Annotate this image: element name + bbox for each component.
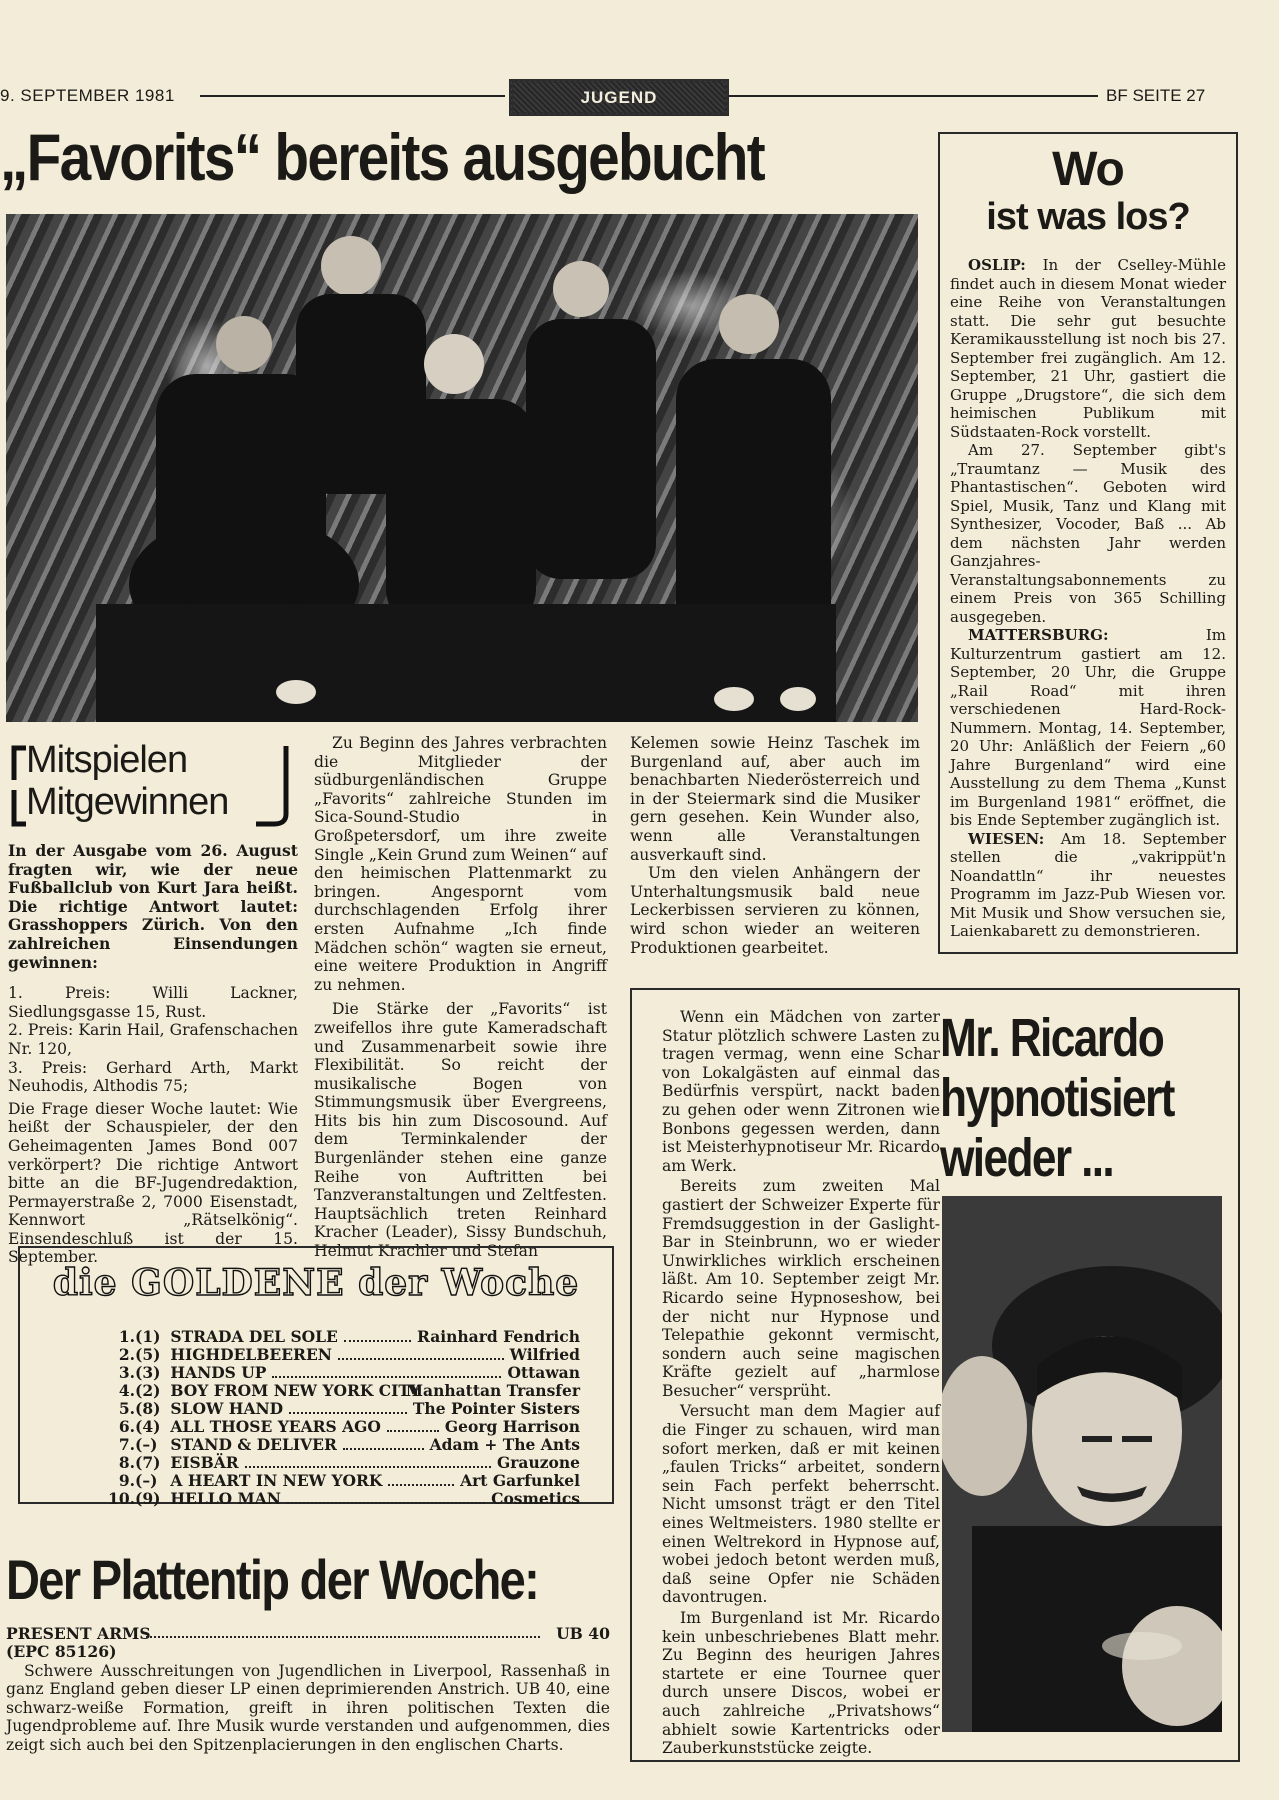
chart-rank: 9. bbox=[118, 1471, 135, 1490]
chart-prev-rank: (1) bbox=[135, 1327, 161, 1346]
chart-dots bbox=[289, 1412, 407, 1414]
chart-rank: 7. bbox=[118, 1435, 135, 1454]
page-number: BF SEITE 27 bbox=[1106, 86, 1206, 105]
chart-artist: Manhattan Transfer bbox=[405, 1381, 580, 1400]
chart-artist: Ottawan bbox=[507, 1363, 580, 1382]
contest-title-1: Mitspielen bbox=[26, 739, 188, 781]
events-title-1: Wo bbox=[1052, 143, 1124, 196]
main-headline: „Favorits“ bereits ausgebucht bbox=[0, 120, 764, 194]
event-body: Im Kulturzentrum gastiert am 12. September, 20 Uhr, die Gruppe „Rail Road“ mit ihren verschiedenen Hard-Rock-Nummern. Montag, 14. September, 20 Uhr: Anläßlich der Feiern „60 Jahre Burgenland“ wird eine Ausstellung zu dem Thema „Kunst im Burgenland 1981“ eröffnet, die bis Ende September zugänglich ist. bbox=[950, 626, 1226, 829]
chart-prev-rank: (8) bbox=[135, 1399, 161, 1418]
chart-prev-rank: (9) bbox=[135, 1489, 161, 1508]
chart-rank: 4. bbox=[118, 1381, 135, 1400]
plattentip-block bbox=[6, 1624, 610, 1755]
event-oslip bbox=[950, 256, 1226, 441]
chart-dots bbox=[245, 1466, 491, 1468]
chart-dots bbox=[388, 1484, 454, 1486]
event-body: Am 27. September gibt's „Traumtanz — Musik des Phantastischen“. Geboten wird Spiel, Musik, Tanz und Klang mit Synthesizer, Vocoder, Baß ... Ab dem nächsten Jahr werden Ganzjahres-Veranstaltungsabonnements zu einem Preis von 365 Schilling ausgegeben. bbox=[950, 441, 1226, 626]
chart-prev-rank: (–) bbox=[135, 1435, 158, 1454]
chart-song-title: ALL THOSE YEARS AGO bbox=[165, 1417, 381, 1436]
plattentip-text: Schwere Ausschreitungen von Jugendlichen in Liverpool, Rassenhaß in ganz England geben dieser LP einen deprimierenden Anstrich. UB 40, eine schwarz-weiße Formation, greift in ihren politischen Texten die Jugendprobleme auf. Ihre Musik wurde verstanden und aufgenommen, dies zeigt sich auch bei den Spitzenplacierungen in den englischen Charts. bbox=[6, 1661, 610, 1754]
chart-entry bbox=[80, 1328, 580, 1346]
chart-entry bbox=[80, 1364, 580, 1382]
article-para-4: Um den vielen Anhängern der Unterhaltungsmusik bald neue Leckerbissen servieren zu können, wird schon wieder an weiteren Produktionen gearbeitet. bbox=[630, 864, 920, 957]
chart-dots bbox=[343, 1448, 424, 1450]
chart-song-title: STRADA DEL SOLE bbox=[165, 1327, 338, 1346]
chart-song-title: EISBÄR bbox=[165, 1453, 239, 1472]
article-para-3: Kelemen sowie Heinz Taschek im Burgenland auf, aber auch im benachbarten Niederösterreich und in der Steiermark sind die Musiker gern gesehen. Kein Wunder also, wenn alle Veranstaltungen ausverkauft sind. bbox=[630, 734, 920, 864]
events-box bbox=[938, 132, 1238, 954]
article-column-2 bbox=[314, 734, 607, 1261]
ricardo-headline-3: wieder ... bbox=[940, 1128, 1114, 1188]
events-text bbox=[950, 256, 1226, 941]
plattentip-album: PRESENT ARMS bbox=[6, 1624, 151, 1643]
chart-entry bbox=[80, 1454, 580, 1472]
event-body: Am 18. September stellen die „vakrippüt'n Noandattln“ ihr neuestes Programm im Jazz-Pub Wiesen vor. Mit Musik und Show versuchen sie, Laienkabarett zu demonstrieren. bbox=[950, 829, 1226, 940]
chart-rank: 10. bbox=[108, 1489, 135, 1508]
chart-song-title: SLOW HAND bbox=[165, 1399, 284, 1418]
chart-entry bbox=[80, 1436, 580, 1454]
chart-rank: 1. bbox=[118, 1327, 135, 1346]
contest-title-2: Mitgewinnen bbox=[26, 781, 229, 823]
chart-song-title: BOY FROM NEW YORK CITY bbox=[165, 1381, 421, 1400]
event-place: MATTERSBURG: bbox=[968, 626, 1109, 644]
ricardo-photo bbox=[942, 1196, 1222, 1732]
chart-song-title: HANDS UP bbox=[165, 1363, 267, 1382]
plattentip-headline: Der Plattentip der Woche: bbox=[6, 1548, 539, 1611]
header-rule-left bbox=[200, 95, 505, 97]
chart-prev-rank: (7) bbox=[135, 1453, 161, 1472]
ricardo-headline-1: Mr. Ricardo bbox=[940, 1008, 1164, 1068]
plattentip-dots bbox=[146, 1636, 540, 1638]
chart-prev-rank: (–) bbox=[135, 1471, 158, 1490]
chart-prev-rank: (2) bbox=[135, 1381, 161, 1400]
chart-rank: 5. bbox=[118, 1399, 135, 1418]
chart-song-title: HELLO MAN bbox=[165, 1489, 281, 1508]
plattentip-label: (EPC 85126) bbox=[6, 1642, 117, 1661]
event-mattersburg bbox=[950, 626, 1226, 830]
section-label: JUGEND bbox=[510, 80, 728, 115]
contest-prize-1: 1. Preis: Willi Lackner, Siedlungsgasse 15, Rust. bbox=[8, 984, 298, 1021]
contest-logo bbox=[8, 740, 298, 832]
chart-artist: Georg Harrison bbox=[444, 1417, 580, 1436]
chart-entry bbox=[80, 1472, 580, 1490]
chart-song-title: A HEART IN NEW YORK bbox=[165, 1471, 383, 1490]
events-title-2: ist was los? bbox=[986, 196, 1190, 238]
ricardo-box bbox=[630, 988, 1240, 1762]
chart-song-title: STAND & DELIVER bbox=[165, 1435, 337, 1454]
contest-column bbox=[8, 842, 298, 1267]
article-column-3 bbox=[630, 734, 920, 957]
chart-rank: 8. bbox=[118, 1453, 135, 1472]
chart-artist: The Pointer Sisters bbox=[412, 1399, 580, 1418]
chart-dots bbox=[338, 1358, 504, 1360]
chart-artist: Cosmetics bbox=[491, 1489, 580, 1508]
chart-entry bbox=[80, 1418, 580, 1436]
chart-dots bbox=[387, 1430, 439, 1432]
event-traumtanz bbox=[950, 441, 1226, 626]
chart-artist: Wilfried bbox=[509, 1345, 580, 1364]
chart-title: die GOLDENE der Woche bbox=[52, 1262, 580, 1304]
chart-prev-rank: (4) bbox=[135, 1417, 161, 1436]
issue-date: 9. SEPTEMBER 1981 bbox=[0, 86, 175, 105]
chart-dots bbox=[272, 1376, 501, 1378]
chart-entry bbox=[80, 1382, 580, 1400]
ricardo-para-2: Bereits zum zweiten Mal gastiert der Schweizer Experte für Fremdsuggestion in der Gaslight-Bar in Steinbrunn, wo er wieder Unwirkliches wirklich erscheinen läßt. Am 10. September zeigt Mr. Ricardo seine Hypnoseshow, bei der nicht nur Hypnose und Telepathie gekonnt vermischt, sondern auch seine magischen Kräfte gezielt auf „harmlose Besucher“ versprüht. bbox=[662, 1177, 940, 1400]
ricardo-portrait bbox=[942, 1196, 1222, 1732]
article-para-1: Zu Beginn des Jahres verbrachten die Mitglieder der südburgenländischen Gruppe „Favorits“ zahlreiche Stunden im Sica-Sound-Studio in Großpetersdorf, um ihre zweite Single „Kein Grund zum Weinen“ auf den heimischen Plattenmarkt zu bringen. Angespornt vom durchschlagenden Erfolg ihrer ersten Aufnahme „Ich finde Mädchen schön“ wagten sie erneut, eine weitere Produktion in Angriff zu nehmen. bbox=[314, 734, 607, 994]
band-photo-figures bbox=[6, 214, 918, 722]
ricardo-para-3: Versucht man dem Magier auf die Finger zu schauen, wird man sofort merken, daß er mit keinen „faulen Tricks“ arbeitet, sondern sein Fach perfekt beherrscht. Nicht umsonst trägt er den Titel eines Weltmeisters. 1980 stellte er einen Weltrekord in Hypnose auf, wobei jedoch betont werden muß, daß seine Opfer nie Schäden davontrugen. bbox=[662, 1402, 940, 1607]
chart-prev-rank: (3) bbox=[135, 1363, 161, 1382]
chart-entry bbox=[80, 1346, 580, 1364]
chart-rank: 3. bbox=[118, 1363, 135, 1382]
ricardo-para-4: Im Burgenland ist Mr. Ricardo kein unbeschriebenes Blatt mehr. Zu Beginn des heurigen Jahres startete er eine Tournee quer durch unsere Discos, wobei er auch zahlreiche „Privatshows“ abhielt sowie Kartentricks oder Zauberkunststücke zeigte. bbox=[662, 1609, 940, 1758]
chart-artist: Adam + The Ants bbox=[429, 1435, 580, 1454]
article-para-2: Die Stärke der „Favorits“ ist zweifellos ihre gute Kameradschaft und Zusammenarbeit sowie ihre Flexibilität. So reicht der musikalische Bogen von Stimmungsmusik über Evergreens, Hits bis hin zum Discosound. Auf dem Terminkalender der Burgenländer stehen eine ganze Reihe von Auftritten bei Tanzveranstaltungen und Zeltfesten. Hauptsächlich treten Reinhard Kracher (Leader), Sissy Bundschuh, Helmut Krachler und Stefan bbox=[314, 1000, 607, 1261]
event-place: OSLIP: bbox=[968, 256, 1026, 274]
chart-artist: Rainhard Fendrich bbox=[416, 1327, 580, 1346]
plattentip-entry bbox=[6, 1624, 610, 1643]
chart-dots bbox=[344, 1340, 411, 1342]
chart-song-title: HIGHDELBEEREN bbox=[165, 1345, 332, 1364]
chart-artist: Grauzone bbox=[497, 1453, 580, 1472]
chart-box bbox=[18, 1246, 614, 1508]
chart-entry bbox=[80, 1400, 580, 1418]
ricardo-text bbox=[662, 1008, 940, 1758]
header-rule-right bbox=[728, 95, 1098, 97]
chart-artist: Art Garfunkel bbox=[460, 1471, 580, 1490]
band-photo bbox=[6, 214, 918, 722]
ricardo-para-1: Wenn ein Mädchen von zarter Statur plötzlich schwere Lasten zu tragen vermag, wenn eine Schar von Lokalgästen auf einmal das Bedürfnis verspürt, nackt baden zu gehen oder wenn Zitronen wie Bonbons gegessen werden, dann ist Meisterhypnotiseur Mr. Ricardo am Werk. bbox=[662, 1008, 940, 1175]
contest-question: Die Frage dieser Woche lautet: Wie heißt der Schauspieler, der den Geheimagenten James Bond 007 verkörpert? Die richtige Antwort bitte an die BF-Jugendredaktion, Permayerstraße 2, 7000 Eisenstadt, Kennwort „Rätselkönig“. Einsendeschluß ist der 15. September. bbox=[8, 1099, 298, 1267]
event-body: In der Cselley-Mühle findet auch in diesem Monat wieder eine Reihe von Veranstaltungen statt. Die sehr gut besuchte Keramikausstellung ist noch bis 27. September frei zugänglich. Am 12. September, 21 Uhr, gastiert die Gruppe „Drugstore“, die sich dem heimischen Publikum mit Südstaaten-Rock vorstellt. bbox=[950, 256, 1226, 441]
contest-prize-2: 2. Preis: Karin Hail, Grafenschachen Nr. 120, bbox=[8, 1021, 298, 1058]
ricardo-headline-2: hypnotisiert bbox=[940, 1068, 1174, 1128]
contest-intro: In der Ausgabe vom 26. August fragten wir, wie der neue Fußballclub von Kurt Jara heißt. Die richtige Antwort lautet: Grasshoppers Zürich. Von den zahlreichen Einsendungen gewinnen: bbox=[8, 841, 298, 972]
event-place: WIESEN: bbox=[968, 829, 1045, 848]
plattentip-artist: UB 40 bbox=[556, 1624, 610, 1643]
chart-prev-rank: (5) bbox=[135, 1345, 161, 1364]
chart-dots bbox=[287, 1502, 485, 1504]
event-wiesen bbox=[950, 830, 1226, 941]
chart-rank: 6. bbox=[118, 1417, 135, 1436]
chart-rank: 2. bbox=[118, 1345, 135, 1364]
chart-entry bbox=[80, 1490, 580, 1508]
contest-prize-3: 3. Preis: Gerhard Arth, Markt Neuhodis, Althodis 75; bbox=[8, 1058, 298, 1096]
page-header bbox=[0, 78, 1240, 107]
